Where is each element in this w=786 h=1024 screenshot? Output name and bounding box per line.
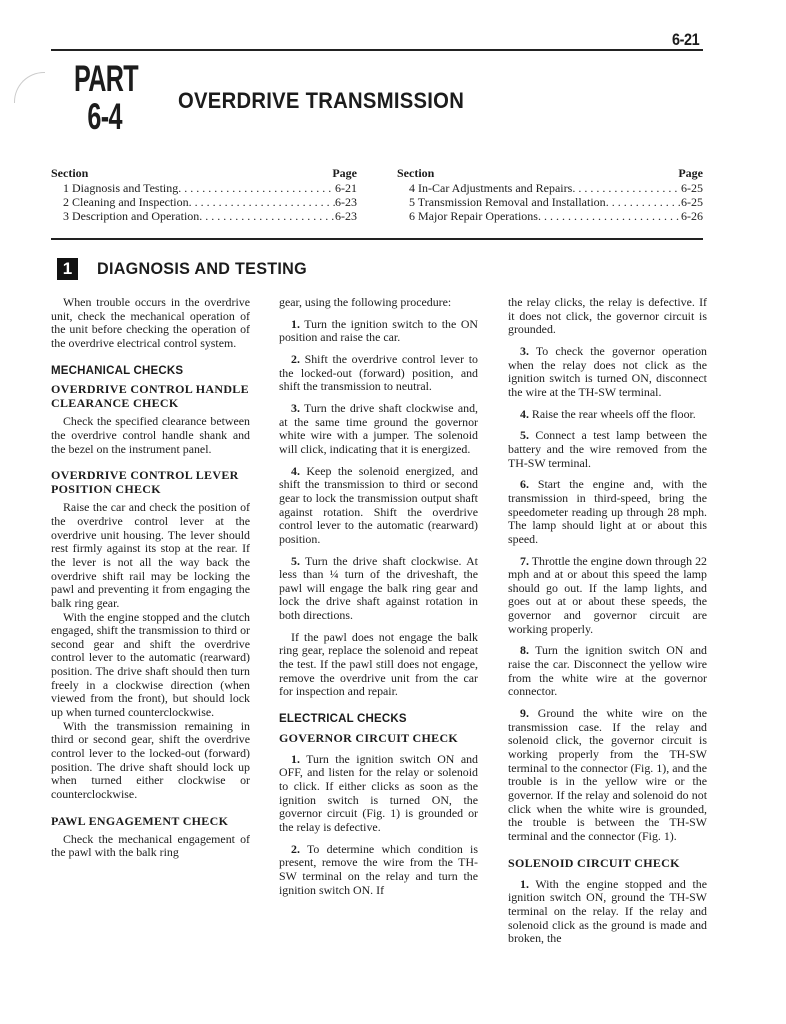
check-heading: OVERDRIVE CONTROL LEVER POSITION CHECK <box>51 468 239 497</box>
numbered-step <box>508 878 707 946</box>
toc-row[interactable] <box>397 209 703 223</box>
part-label <box>74 58 138 137</box>
toc-left <box>51 166 357 223</box>
paragraph-text: Turn the ignition switch to the ON position and raise the car. <box>279 316 478 345</box>
numbered-step <box>279 555 478 623</box>
toc-num: 2 <box>63 195 69 209</box>
step-number: 2. <box>291 841 300 856</box>
toc-label: Diagnosis and Testing <box>72 181 179 195</box>
check-heading: OVERDRIVE CONTROL HANDLE CLEARANCE CHECK <box>51 382 249 411</box>
page-number: 6-21 <box>672 30 700 49</box>
step-number: 2. <box>291 351 300 366</box>
check-heading: PAWL ENGAGEMENT CHECK <box>51 813 229 828</box>
step-number: 4. <box>291 463 300 478</box>
toc-page-header: Page <box>678 166 703 180</box>
toc-label: In-Car Adjustments and Repairs <box>418 181 573 195</box>
paragraph <box>51 415 250 456</box>
numbered-step <box>279 843 478 898</box>
toc-row[interactable] <box>51 195 357 209</box>
column-1 <box>51 296 250 860</box>
toc-page: 6-26 <box>681 209 703 223</box>
toc-page: 6-23 <box>335 195 357 209</box>
toc-page: 6-21 <box>335 181 357 195</box>
top-rule <box>51 49 703 51</box>
step-number: 1. <box>520 876 529 891</box>
part-word: PART <box>74 58 138 99</box>
paragraph-text: Turn the drive shaft clockwise. At less than ¼ turn of the driveshaft, the pawl will engage the balk ring gear and lock the drive shaft against rotation in both directions. <box>279 553 478 623</box>
toc-page: 6-25 <box>681 195 703 209</box>
numbered-step <box>279 465 478 547</box>
paragraph-text: Raise the car and check the position of the overdrive control lever at the overdrive unit housing. The lever should rest firmly against its stop at the rear. If the lever is not all the way back the overdrive shift rail may be locking the pawl and preventing it from engaging the balk ring gear. <box>51 500 250 610</box>
paragraph-text: With the engine stopped and the ignition switch ON, ground the TH-SW terminal on the relay. If the relay and solenoid click as the ground is made and broken, the <box>508 876 707 946</box>
paragraph-text: To determine which condition is present, remove the wire from the TH-SW terminal on the relay and turn the ignition switch ON. If <box>279 841 478 897</box>
numbered-step <box>508 644 707 699</box>
numbered-step <box>508 555 707 637</box>
toc-num: 1 <box>63 181 69 195</box>
paragraph-text: the relay clicks, the relay is defective. If it does not click, the governor circuit is grounded. <box>508 295 707 337</box>
page-corner-mark <box>14 72 45 103</box>
numbered-step <box>508 429 707 470</box>
paragraph-text: Turn the ignition switch ON and raise the car. Disconnect the yellow wire from the white wire at the governor connector. <box>508 643 707 699</box>
toc-num: 6 <box>409 209 415 223</box>
column-3 <box>508 296 707 946</box>
paragraph <box>51 296 250 351</box>
paragraph-text: gear, using the following procedure: <box>279 295 452 309</box>
numbered-step <box>279 402 478 457</box>
toc-page: 6-25 <box>681 181 703 195</box>
paragraph-text: Ground the white wire on the transmission case. If the relay and solenoid click, the governor circuit is working properly from the TH-SW terminal to the connector (Fig. 1), and the trouble is in the yellow wire or the governor. If the relay and solenoid do not click when the white wire is grounded, the trouble is between the TH-SW terminal and the connector (Fig. 1). <box>508 706 707 843</box>
toc-label: Cleaning and Inspection <box>72 195 189 209</box>
section-heading <box>57 258 318 280</box>
step-number: 9. <box>520 706 529 721</box>
toc-num: 3 <box>63 209 69 223</box>
paragraph-text: To check the governor operation when the relay does not click as the ignition switch is turned ON, disconnect the wire at the TH-SW terminal. <box>508 343 707 399</box>
toc-num: 4 <box>409 181 415 195</box>
toc-section-header: Section <box>397 166 435 180</box>
toc-page-header: Page <box>332 166 357 180</box>
paragraph-text: Raise the rear wheels off the floor. <box>531 406 696 421</box>
numbered-step <box>508 345 707 400</box>
section-number-badge: 1 <box>57 258 78 280</box>
subsection-heading: MECHANICAL CHECKS <box>51 364 184 377</box>
paragraph <box>51 720 250 802</box>
paragraph-text: Keep the solenoid energized, and shift the transmission to third or second gear to lock the transmission output shaft against rotation. Shift the overdrive control lever to the automatic (rearward) position. <box>279 463 478 546</box>
check-heading: SOLENOID CIRCUIT CHECK <box>508 855 680 870</box>
step-number: 3. <box>520 343 529 358</box>
paragraph <box>508 296 707 337</box>
step-number: 7. <box>520 553 529 568</box>
numbered-step <box>279 753 478 835</box>
paragraph <box>51 611 250 720</box>
step-number: 1. <box>291 316 300 331</box>
page-title: OVERDRIVE TRANSMISSION <box>178 88 465 113</box>
paragraph-text: Connect a test lamp between the battery and the wire removed from the TH-SW terminal. <box>508 428 707 470</box>
paragraph-text: With the engine stopped and the clutch engaged, shift the transmission to third or second gear and shift the overdrive control lever to the automatic (rearward) position. The drive shaft should then turn freely in a clockwise direction (when viewed from the front), but should lock up when turned counterclockwise. <box>51 609 250 720</box>
toc-label: Transmission Removal and Installation <box>417 195 606 209</box>
numbered-step <box>508 707 707 844</box>
paragraph <box>279 296 478 310</box>
step-number: 8. <box>520 643 529 658</box>
paragraph-text: Shift the overdrive control lever to the locked-out (forward) position, and shift the transmission to neutral. <box>279 351 478 394</box>
toc-rule <box>51 238 703 240</box>
paragraph-text: With the transmission remaining in third or second gear, shift the overdrive control lever to the locked-out (forward) position. The drive shaft should lock up when turned either clockwise or counterclockwise. <box>51 718 250 802</box>
paragraph <box>51 833 250 860</box>
paragraph-text: Check the specified clearance between the overdrive control handle shank and the bezel on the instrument panel. <box>51 414 250 456</box>
toc-row[interactable] <box>51 181 357 195</box>
toc-label: Major Repair Operations <box>418 209 538 223</box>
toc-row[interactable] <box>51 209 357 223</box>
paragraph <box>279 631 478 699</box>
paragraph-text: If the pawl does not engage the balk ring gear, replace the solenoid and repeat the test. If the pawl still does not engage, remove the overdrive unit from the car for inspection and repair. <box>279 629 478 699</box>
paragraph-text: Throttle the engine down through 22 mph and at or about this speed the lamp should go out. If the lamp lights, and goes out at or about these speeds, the governor and governor circuit are working properly. <box>508 553 707 636</box>
toc-num: 5 <box>409 195 415 209</box>
toc-row[interactable] <box>397 195 703 209</box>
subsection-heading: ELECTRICAL CHECKS <box>279 713 407 726</box>
step-number: 6. <box>520 477 529 492</box>
paragraph-text: When trouble occurs in the overdrive unit, check the mechanical operation of the unit before checking the operation of the overdrive electrical control system. <box>51 295 250 350</box>
check-heading: GOVERNOR CIRCUIT CHECK <box>279 730 459 745</box>
paragraph-text: Turn the drive shaft clockwise and, at the same time ground the governor white wire with a jumper. The solenoid will click, indicating that it is energized. <box>279 400 478 456</box>
numbered-step <box>508 478 707 546</box>
paragraph-text: Turn the ignition switch ON and OFF, and listen for the relay or solenoid to click. If either clicks as soon as the ignition switch is turned ON, the governor circuit (Fig. 1) is grounded or the relay is defective. <box>279 751 478 834</box>
numbered-step <box>279 353 478 394</box>
toc-label: Description and Operation <box>72 209 200 223</box>
numbered-step <box>508 408 707 422</box>
column-2 <box>279 296 478 897</box>
part-number: 6-4 <box>87 96 122 137</box>
paragraph-text: Check the mechanical engagement of the pawl with the balk ring <box>51 831 250 860</box>
paragraph-text: Start the engine and, with the transmission in third-speed, bring the speedometer reading up through 28 mph. The lamp should light at or about this speed. <box>508 477 707 546</box>
step-number: 3. <box>291 400 300 415</box>
step-number: 5. <box>520 428 529 443</box>
step-number: 4. <box>520 406 529 421</box>
toc-page: 6-23 <box>335 209 357 223</box>
step-number: 5. <box>291 553 300 568</box>
section-title: DIAGNOSIS AND TESTING <box>97 259 307 278</box>
numbered-step <box>279 318 478 345</box>
toc-right <box>397 166 703 223</box>
step-number: 1. <box>291 751 300 766</box>
toc-section-header: Section <box>51 166 89 180</box>
paragraph <box>51 501 250 610</box>
toc-row[interactable] <box>397 181 703 195</box>
